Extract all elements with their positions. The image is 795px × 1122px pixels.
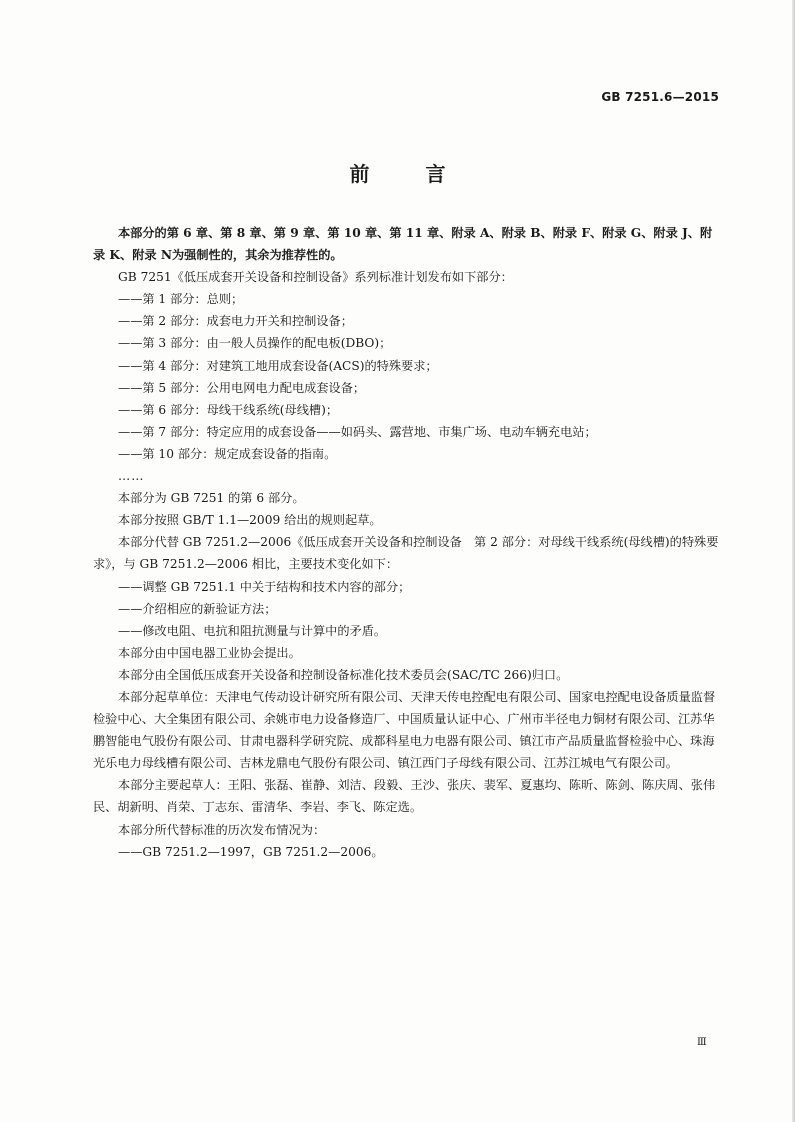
- paragraph: 本部分起草单位：天津电气传动设计研究所有限公司、天津天传电控配电有限公司、国家电控配电设备质量监督检验中心、大全集团有限公司、余姚市电力设备修造厂、中国质量认证中心、广州市半径电力铜材有限公司、江苏华鹏智能电气股份有限公司、甘肃电器科学研究院、成都科星电力电器有限公司、镇江市产品质量监督检验中心、珠海光乐电力母线槽有限公司、吉林龙鼎电气股份有限公司、镇江西门子母线有限公司、江苏江城电气有限公司。: [93, 689, 716, 771]
- list-item: ——第 5 部分：公用电网电力配电成套设备；: [118, 380, 366, 395]
- list-item: ——修改电阻、电抗和阻抗测量与计算中的矛盾。: [118, 623, 387, 638]
- document-body: [93, 222, 721, 863]
- paragraph: 本部分的第 6 章、第 8 章、第 9 章、第 10 章、第 11 章、附录 A、附录 B、附录 F、附录 G、附录 J、附录 K、附录 N为强制性的，其余为推荐性的。: [93, 226, 713, 263]
- paragraph: 本部分由中国电器工业协会提出。: [118, 645, 301, 660]
- paragraph: 本部分主要起草人：王阳、张磊、崔静、刘洁、段毅、王沙、张庆、裴军、夏惠均、陈昕、陈剑、陈庆周、张伟民、胡新明、肖荣、丁志东、雷清华、李岩、李飞、陈定选。: [93, 778, 716, 815]
- paragraph: 本部分代替 GB 7251.2—2006《低压成套开关设备和控制设备 第 2 部分：对母线干线系统(母线槽)的特殊要求》，与 GB 7251.2—2006 相比，主要技术变化如下：: [93, 535, 719, 572]
- list-item: ——调整 GB 7251.1 中关于结构和技术内容的部分；: [118, 579, 411, 594]
- list-item: ——第 1 部分：总则；: [118, 292, 244, 307]
- paragraph: 本部分所代替标准的历次发布情况为：: [118, 822, 326, 837]
- page-title: 前 言: [349, 162, 464, 186]
- page-number: Ⅲ: [697, 1037, 708, 1048]
- list-item: ——第 10 部分：规定成套设备的指南。: [118, 446, 337, 461]
- paragraph: 本部分按照 GB/T 1.1—2009 给出的规则起草。: [118, 513, 382, 528]
- paragraph: 本部分为 GB 7251 的第 6 部分。: [118, 491, 305, 506]
- paragraph: ……: [118, 469, 145, 484]
- list-item: ——GB 7251.2—1997，GB 7251.2—2006。: [118, 844, 384, 859]
- list-item: ——第 3 部分：由一般人员操作的配电板(DBO)；: [118, 336, 392, 351]
- list-item: ——第 2 部分：成套电力开关和控制设备；: [118, 314, 353, 329]
- paragraph: 本部分由全国低压成套开关设备和控制设备标准化技术委员会(SAC/TC 266)归口。: [118, 667, 569, 682]
- paragraph: GB 7251《低压成套开关设备和控制设备》系列标准计划发布如下部分：: [118, 270, 513, 285]
- list-item: ——第 6 部分：母线干线系统(母线槽)；: [118, 402, 339, 417]
- standard-number: GB 7251.6—2015: [601, 90, 719, 104]
- list-item: ——第 4 部分：对建筑工地用成套设备(ACS)的特殊要求；: [118, 358, 438, 373]
- list-item: ——第 7 部分：特定应用的成套设备——如码头、露营地、市集广场、电动车辆充电站；: [118, 424, 597, 439]
- list-item: ——介绍相应的新验证方法；: [118, 601, 277, 616]
